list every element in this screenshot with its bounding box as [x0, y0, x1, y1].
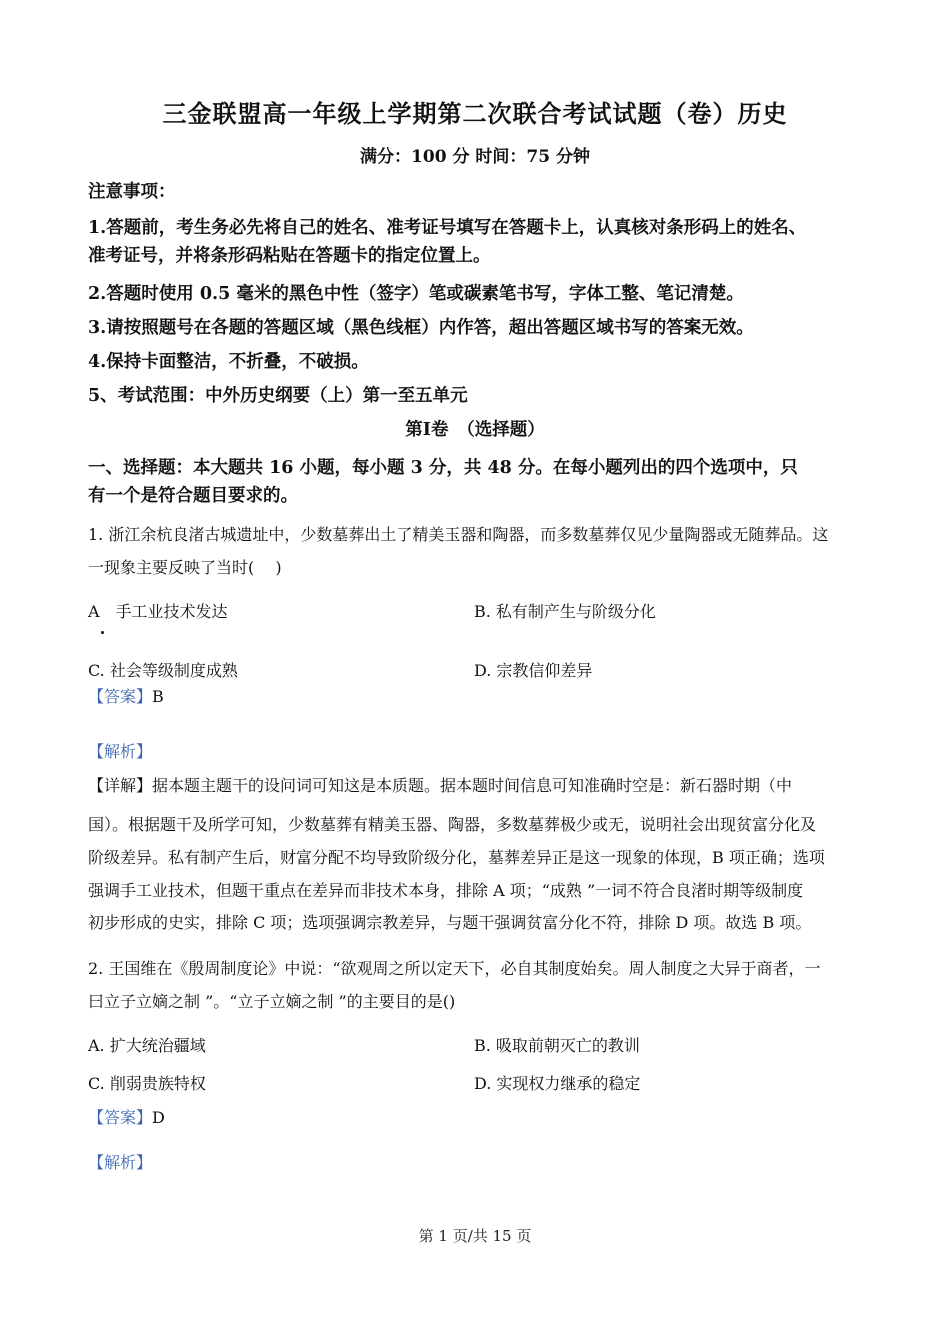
q1-detail-text-1: 据本题主题干的设问词可知这是本质题。据本题时间信息可知准确时空是：新石器时期（中	[152, 776, 793, 795]
notice-item-1-line-2: 准考证号，并将条形码粘贴在答题卡的指定位置上。	[88, 246, 491, 266]
score-time: 满分：100 分 时间：75 分钟	[360, 147, 590, 167]
q1-answer-value: B	[152, 687, 164, 706]
q1-answer	[88, 684, 164, 707]
q1-analysis-label: 【解析】	[88, 742, 153, 761]
q2-option-d: D. 实现权力继承的稳定	[474, 1074, 641, 1093]
notice-heading: 注意事项：	[88, 182, 176, 202]
q2-analysis-label: 【解析】	[88, 1153, 153, 1172]
notice-item-2: 2.答题时使用 0.5 毫米的黑色中性（签字）笔或碳素笔书写，字体工整、笔记清楚。	[88, 284, 744, 304]
q2-stem-line-1: 2. 王国维在《殷周制度论》中说：“欲观周之所以定天下，必自其制度始矣。周人制度之大异于商者，一	[88, 959, 821, 978]
q2-stem-line-2: 曰立子立嫡之制 ”。“立子立嫡之制 ”的主要目的是()	[88, 992, 456, 1011]
q1-detail-line-2: 国）。根据题干及所学可知，少数墓葬有精美玉器、陶器，多数墓葬极少或无，说明社会出现贫富分化及	[88, 815, 817, 834]
section-intro-line-1: 一、选择题：本大题共 16 小题，每小题 3 分，共 48 分。在每小题列出的四个选项中，只	[88, 458, 798, 478]
q2-answer-value: D	[152, 1108, 165, 1127]
q1-detail-line-5: 初步形成的史实，排除 C 项；选项强调宗教差异，与题干强调贫富分化不符，排除 D 项。故选 B 项。	[88, 913, 812, 932]
q1-detail-label: 【详解】	[88, 776, 153, 795]
q1-answer-label: 【答案】	[88, 687, 153, 706]
page-title: 三金联盟高一年级上学期第二次联合考试试题（卷）历史	[162, 99, 788, 128]
q1-detail-line-1	[88, 773, 792, 796]
stray-dot	[101, 631, 104, 634]
notice-item-4: 4.保持卡面整洁，不折叠，不破损。	[88, 352, 369, 372]
notice-item-3: 3.请按照题号在各题的答题区域（黑色线框）内作答，超出答题区域书写的答案无效。	[88, 318, 754, 338]
notice-item-5: 5、考试范围：中外历史纲要（上）第一至五单元	[88, 386, 468, 406]
q1-detail-line-3: 阶级差异。私有制产生后，财富分配不均导致阶级分化，墓葬差异正是这一现象的体现，B 项正确；选项	[88, 848, 825, 867]
q1-option-d: D. 宗教信仰差异	[474, 661, 593, 680]
page-number: 第 1 页/共 15 页	[418, 1227, 532, 1245]
q2-answer	[88, 1105, 165, 1128]
q2-answer-label: 【答案】	[88, 1108, 153, 1127]
q2-option-c: C. 削弱贵族特权	[88, 1074, 206, 1093]
notice-item-1-line-1: 1.答题前，考生务必先将自己的姓名、准考证号填写在答题卡上，认真核对条形码上的姓名、	[88, 218, 807, 238]
q2-option-a: A. 扩大统治疆域	[88, 1036, 206, 1055]
q1-stem-line-2: 一现象主要反映了当时( )	[88, 558, 282, 577]
volume-heading: 第Ⅰ卷 （选择题）	[405, 420, 545, 440]
q2-option-b: B. 吸取前朝灭亡的教训	[474, 1036, 640, 1055]
section-intro-line-2: 有一个是符合题目要求的。	[88, 486, 298, 506]
q1-option-a: A 手工业技术发达	[88, 602, 228, 621]
q1-option-b: B. 私有制产生与阶级分化	[474, 602, 656, 621]
q1-detail-line-4: 强调手工业技术，但题干重点在差异而非技术本身，排除 A 项；“成熟 ”一词不符合良渚时期等级制度	[88, 881, 804, 900]
q1-option-c: C. 社会等级制度成熟	[88, 661, 238, 680]
q1-stem-line-1: 1. 浙江余杭良渚古城遗址中，少数墓葬出土了精美玉器和陶器，而多数墓葬仅见少量陶器或无随葬品。这	[88, 525, 829, 544]
